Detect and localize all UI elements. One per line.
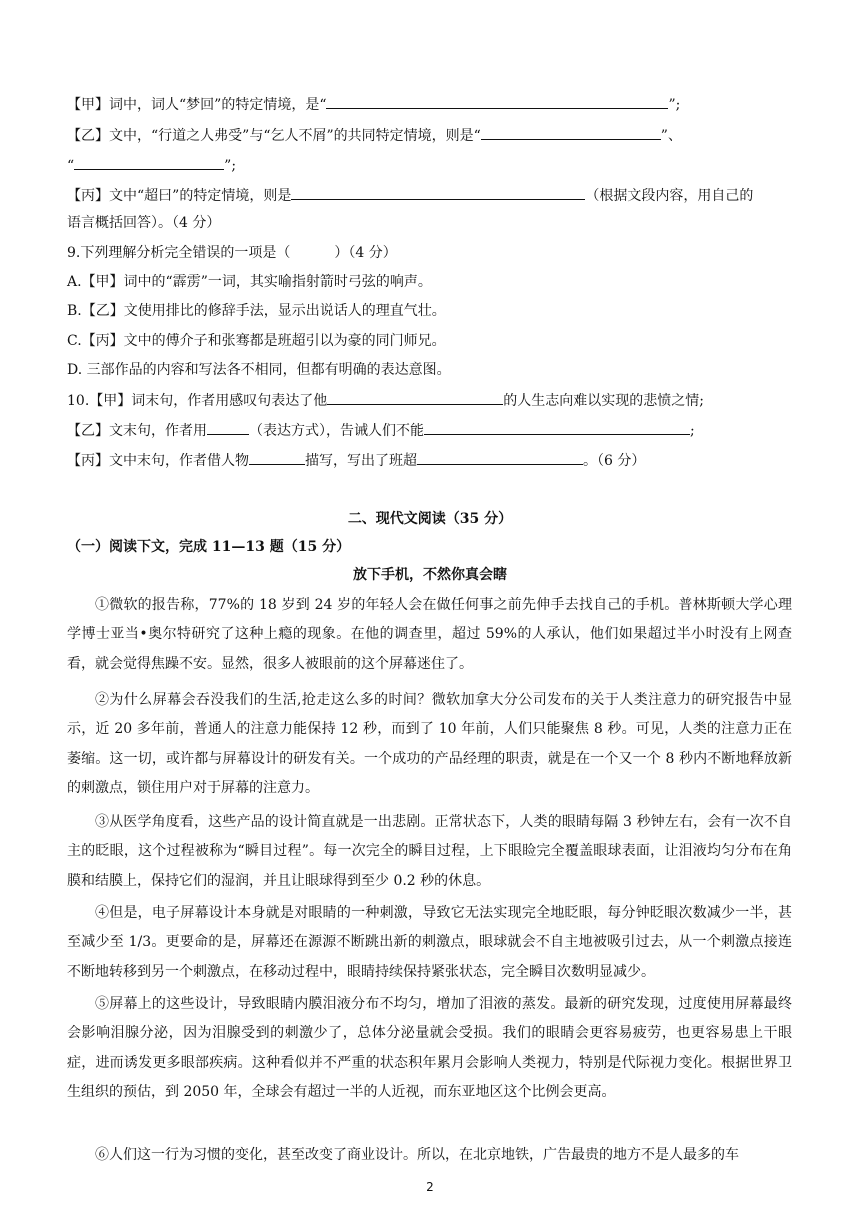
- q10-l3-end: 。（6 分）: [583, 453, 646, 469]
- q9-option-d: D. 三部作品的内容和写法各不相同，但都有明确的表达意图。: [67, 362, 451, 378]
- q9-option-a: A.【甲】词中的“霹雳”一词，其实喻指射箭时弓弦的响声。: [67, 274, 432, 290]
- answer-blank[interactable]: [417, 450, 583, 465]
- q10-l3-mid: 描写，写出了班超: [305, 453, 417, 469]
- q9-option-c: C.【丙】文中的傅介子和张骞都是班超引以为豪的同门师兄。: [67, 333, 446, 349]
- q8-yi2-line: [67, 155, 236, 176]
- q9-stem: 9.下列理解分析完全错误的一项是（: [67, 245, 291, 261]
- answer-blank[interactable]: [424, 420, 690, 435]
- q8-yi-line: [67, 125, 682, 146]
- q9-stem-line: [67, 243, 397, 263]
- article-paragraph-2: ②为什么屏幕会吞没我们的生活,抢走这么多的时间？微软加拿大分公司发布的关于人类注意力的研究报告中显示，近 20 多年前，普通人的注意力能保持 12 秒，而到了 10 年前，人们只能聚焦 8 秒。可见，人类的注意力正在萎缩。这一切，或许都与屏幕设计的研发有关。一个成功的产品经理的职责，就是在一个又一个 8 秒内不断地释放新的刺激点，锁住用户对于屏幕的注意力。: [67, 692, 792, 797]
- q9-option-b: B.【乙】文使用排比的修辞手法，显示出说话人的理直气壮。: [67, 303, 446, 319]
- q8-bing-text: 【丙】文中“超曰”的特定情境，则是: [67, 188, 292, 204]
- section-subtitle: （一）阅读下文，完成 11—13 题（15 分）: [67, 539, 351, 555]
- q10-line-2: [67, 420, 695, 441]
- article-paragraph-4: ④但是，电子屏幕设计本身就是对眼睛的一种刺激，导致它无法实现完全地眨眼，每分钟眨眼次数减少一半，甚至减少至 1/3。更要命的是，屏幕还在源源不断跳出新的刺激点，眼球就会不自主地被吸引过去，从一个刺激点接连不断地转移到另一个刺激点，在移动过程中，眼睛持续保持紧张状态，完全瞬目次数明显减少。: [67, 905, 792, 980]
- q10-l2-text: 【乙】文末句，作者用: [67, 423, 207, 439]
- article-title: 放下手机，不然你真会瞎: [353, 567, 507, 583]
- section-title: 二、现代文阅读（35 分）: [347, 511, 513, 527]
- answer-blank[interactable]: [327, 390, 503, 405]
- q8-yi-mid: ”、: [660, 128, 682, 144]
- q10-l2-mid: （表达方式），告诫人们不能: [249, 423, 424, 439]
- q8-yi2-end: ”;: [224, 158, 237, 174]
- answer-blank[interactable]: [481, 125, 661, 140]
- q8-yi-text: 【乙】文中，“行道之人弗受”与“乞人不屑”的共同特定情境，则是“: [67, 128, 481, 144]
- q8-bing2-line: [67, 213, 220, 233]
- page-number: 2: [426, 1180, 434, 1194]
- q8-bing-line: [67, 185, 753, 206]
- article-paragraph-6: ⑥人们这一行为习惯的变化，甚至改变了商业设计。所以，在北京地铁，广告最贵的地方不是人最多的车: [95, 1147, 739, 1163]
- q8-jia-end: ”;: [668, 97, 681, 113]
- article-paragraph-5: ⑤屏幕上的这些设计，导致眼睛内膜泪液分布不均匀，增加了泪液的蒸发。最新的研究发现，过度使用屏幕最终会影响泪腺分泌，因为泪腺受到的刺激少了，总体分泌量就会受损。我们的眼睛会更容易疲劳，也更容易患上干眼症，进而诱发更多眼部疾病。这种看似并不严重的状态积年累月会影响人类视力，特别是代际视力变化。根据世界卫生组织的预估，到 2050 年，全球会有超过一半的人近视，而东亚地区这个比例会更高。: [67, 996, 792, 1101]
- q10-line-3: [67, 450, 645, 471]
- answer-blank[interactable]: [249, 450, 305, 465]
- q8-bing-end: （根据文段内容，用自己的: [585, 188, 754, 204]
- q10-line-1: [67, 390, 704, 411]
- q10-l3-text: 【丙】文中末句，作者借人物: [67, 453, 249, 469]
- q10-l1-end: 的人生志向难以实现的悲愤之情;: [503, 393, 704, 409]
- answer-blank[interactable]: [74, 155, 224, 170]
- q8-jia-line: [67, 94, 680, 115]
- answer-blank[interactable]: [291, 185, 585, 200]
- q8-yi2-open: “: [67, 158, 75, 174]
- article-paragraph-1: ①微软的报告称，77%的 18 岁到 24 岁的年轻人会在做任何事之前先伸手去找自己的手机。普林斯顿大学心理学博士亚当•奥尔特研究了这种上瘾的现象。在他的调查里，超过 59%的人承认，他们如果超过半小时没有上网查看，就会觉得焦躁不安。显然，很多人被眼前的这个屏幕迷住了。: [67, 597, 792, 672]
- q10-l1-text: 10.【甲】词末句，作者用感叹句表达了他: [67, 393, 328, 409]
- answer-blank[interactable]: [326, 94, 668, 109]
- q10-l2-end: ;: [690, 423, 695, 439]
- q8-bing2-text: 语言概括回答）。（4 分）: [67, 215, 221, 231]
- q8-jia-text: 【甲】词中，词人“梦回”的特定情境，是“: [67, 97, 327, 113]
- article-paragraph-3: ③从医学角度看，这些产品的设计简直就是一出悲剧。正常状态下，人类的眼睛每隔 3 秒钟左右，会有一次不自主的眨眼，这个过程被称为“瞬目过程”。每一次完全的瞬目过程，上下眼睑完全覆盖眼球表面，让泪液均匀分布在角膜和结膜上，保持它们的湿润，并且让眼球得到至少 0.2 秒的休息。: [67, 814, 792, 889]
- answer-blank[interactable]: [207, 420, 249, 435]
- q9-stem-end: ）（4 分）: [334, 245, 397, 261]
